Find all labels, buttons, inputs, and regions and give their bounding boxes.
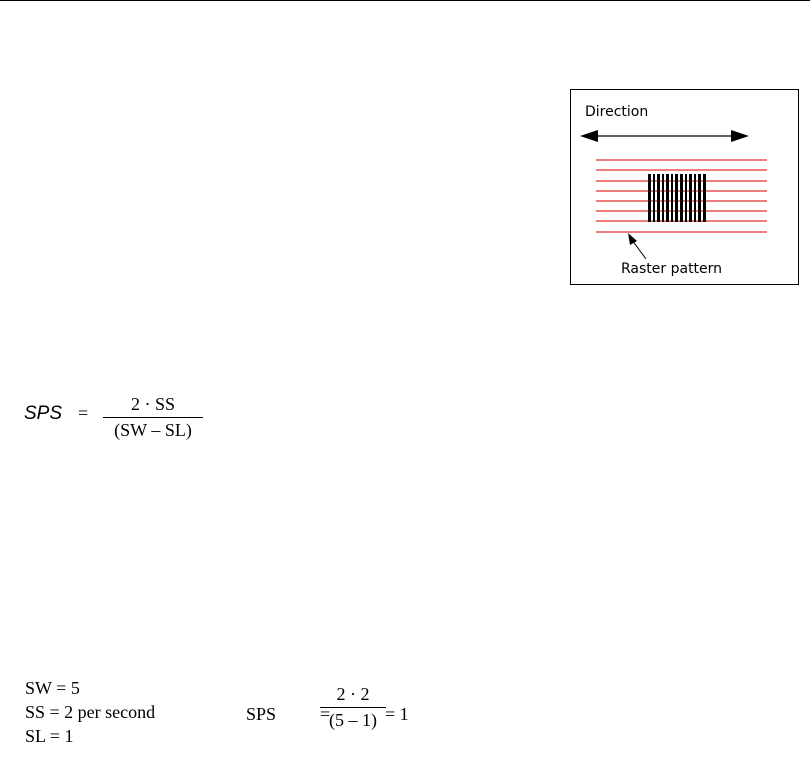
formula-denominator: (SW – SL) bbox=[114, 420, 192, 440]
formula-lhs: SPS bbox=[24, 403, 63, 424]
example-numerator: 2 · 2 bbox=[336, 684, 370, 704]
formula-equals: = bbox=[78, 403, 89, 423]
raster-pointer-arrow bbox=[628, 233, 646, 259]
formula-numerator: 2 · SS bbox=[130, 394, 175, 414]
direction-label: Direction bbox=[585, 104, 649, 120]
example-fraction bbox=[320, 684, 386, 731]
example-result: = 1 bbox=[385, 704, 409, 724]
raster-figure bbox=[570, 89, 799, 285]
given-ss: SS = 2 per second bbox=[25, 702, 156, 722]
given-values bbox=[25, 676, 155, 748]
direction-arrow bbox=[580, 130, 749, 142]
fraction-bar bbox=[103, 417, 203, 418]
formula-fraction bbox=[103, 394, 203, 441]
example-equals: = bbox=[320, 704, 331, 724]
top-rule bbox=[0, 0, 810, 1]
raster-pattern-label: Raster pattern bbox=[621, 261, 723, 277]
example-lhs: SPS bbox=[246, 704, 277, 724]
given-sw: SW = 5 bbox=[25, 678, 80, 698]
example-denominator: (5 – 1) bbox=[329, 710, 377, 730]
given-sl: SL = 1 bbox=[25, 726, 74, 746]
example-fraction-bar bbox=[320, 707, 386, 708]
